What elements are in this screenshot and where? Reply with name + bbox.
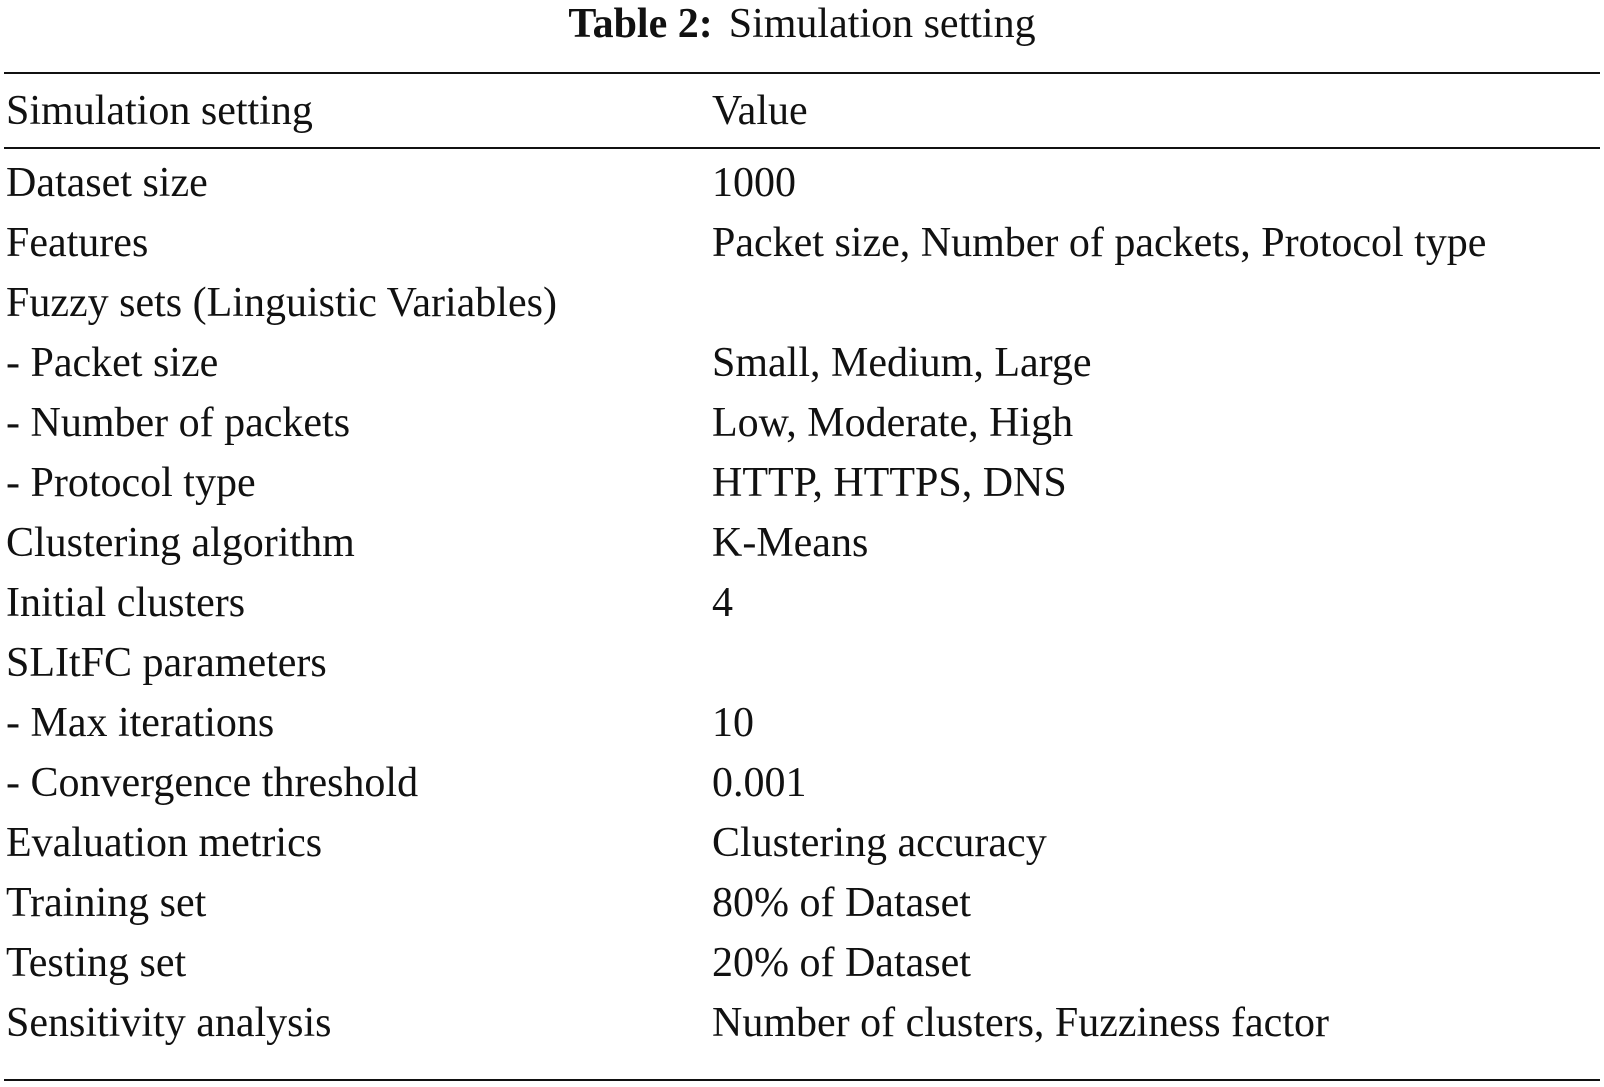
table-bottom-rule (4, 1079, 1600, 1081)
row-value: 80% of Dataset (712, 880, 971, 926)
row-value: Small, Medium, Large (712, 340, 1092, 386)
table-caption-label: Table 2: (568, 1, 713, 47)
table-header-row (0, 81, 1604, 141)
row-setting: - Packet size (6, 340, 219, 386)
row-value: 10 (712, 700, 754, 746)
table-row (0, 873, 1604, 933)
table-row (0, 813, 1604, 873)
row-value: HTTP, HTTPS, DNS (712, 460, 1067, 506)
table-row (0, 333, 1604, 393)
row-setting: Dataset size (6, 160, 208, 206)
table-row (0, 453, 1604, 513)
row-value: 0.001 (712, 760, 807, 806)
table-row (0, 273, 1604, 333)
table-row (0, 633, 1604, 693)
row-setting: Training set (6, 880, 207, 926)
table-row (0, 213, 1604, 273)
row-value: 4 (712, 580, 733, 626)
table-caption-title: Simulation setting (728, 1, 1036, 47)
table-row (0, 513, 1604, 573)
row-setting: SLItFC parameters (6, 640, 327, 686)
row-setting: Fuzzy sets (Linguistic Variables) (6, 280, 557, 326)
row-setting: - Max iterations (6, 700, 275, 746)
row-value: Low, Moderate, High (712, 400, 1074, 446)
table-row (0, 933, 1604, 993)
table-row (0, 693, 1604, 753)
table-header-rule (4, 147, 1600, 149)
row-setting: - Convergence threshold (6, 760, 419, 806)
row-setting: Initial clusters (6, 580, 246, 626)
row-value: Clustering accuracy (712, 820, 1047, 866)
column-header-setting: Simulation setting (6, 88, 313, 134)
column-header-value: Value (712, 88, 808, 134)
row-value: Number of clusters, Fuzziness factor (712, 1000, 1329, 1046)
row-value: 20% of Dataset (712, 940, 971, 986)
row-setting: - Protocol type (6, 460, 256, 506)
table-caption (0, 0, 1604, 48)
row-value: 1000 (712, 160, 796, 206)
row-setting: Sensitivity analysis (6, 1000, 332, 1046)
row-value: K-Means (712, 520, 869, 566)
row-setting: Features (6, 220, 149, 266)
row-setting: Testing set (6, 940, 187, 986)
row-setting: Evaluation metrics (6, 820, 323, 866)
table-row (0, 753, 1604, 813)
table-row (0, 573, 1604, 633)
row-setting: - Number of packets (6, 400, 351, 446)
table-row (0, 393, 1604, 453)
row-value: Packet size, Number of packets, Protocol type (712, 220, 1487, 266)
table-top-rule (4, 72, 1600, 74)
row-setting: Clustering algorithm (6, 520, 355, 566)
table-row (0, 153, 1604, 213)
table-row (0, 993, 1604, 1053)
